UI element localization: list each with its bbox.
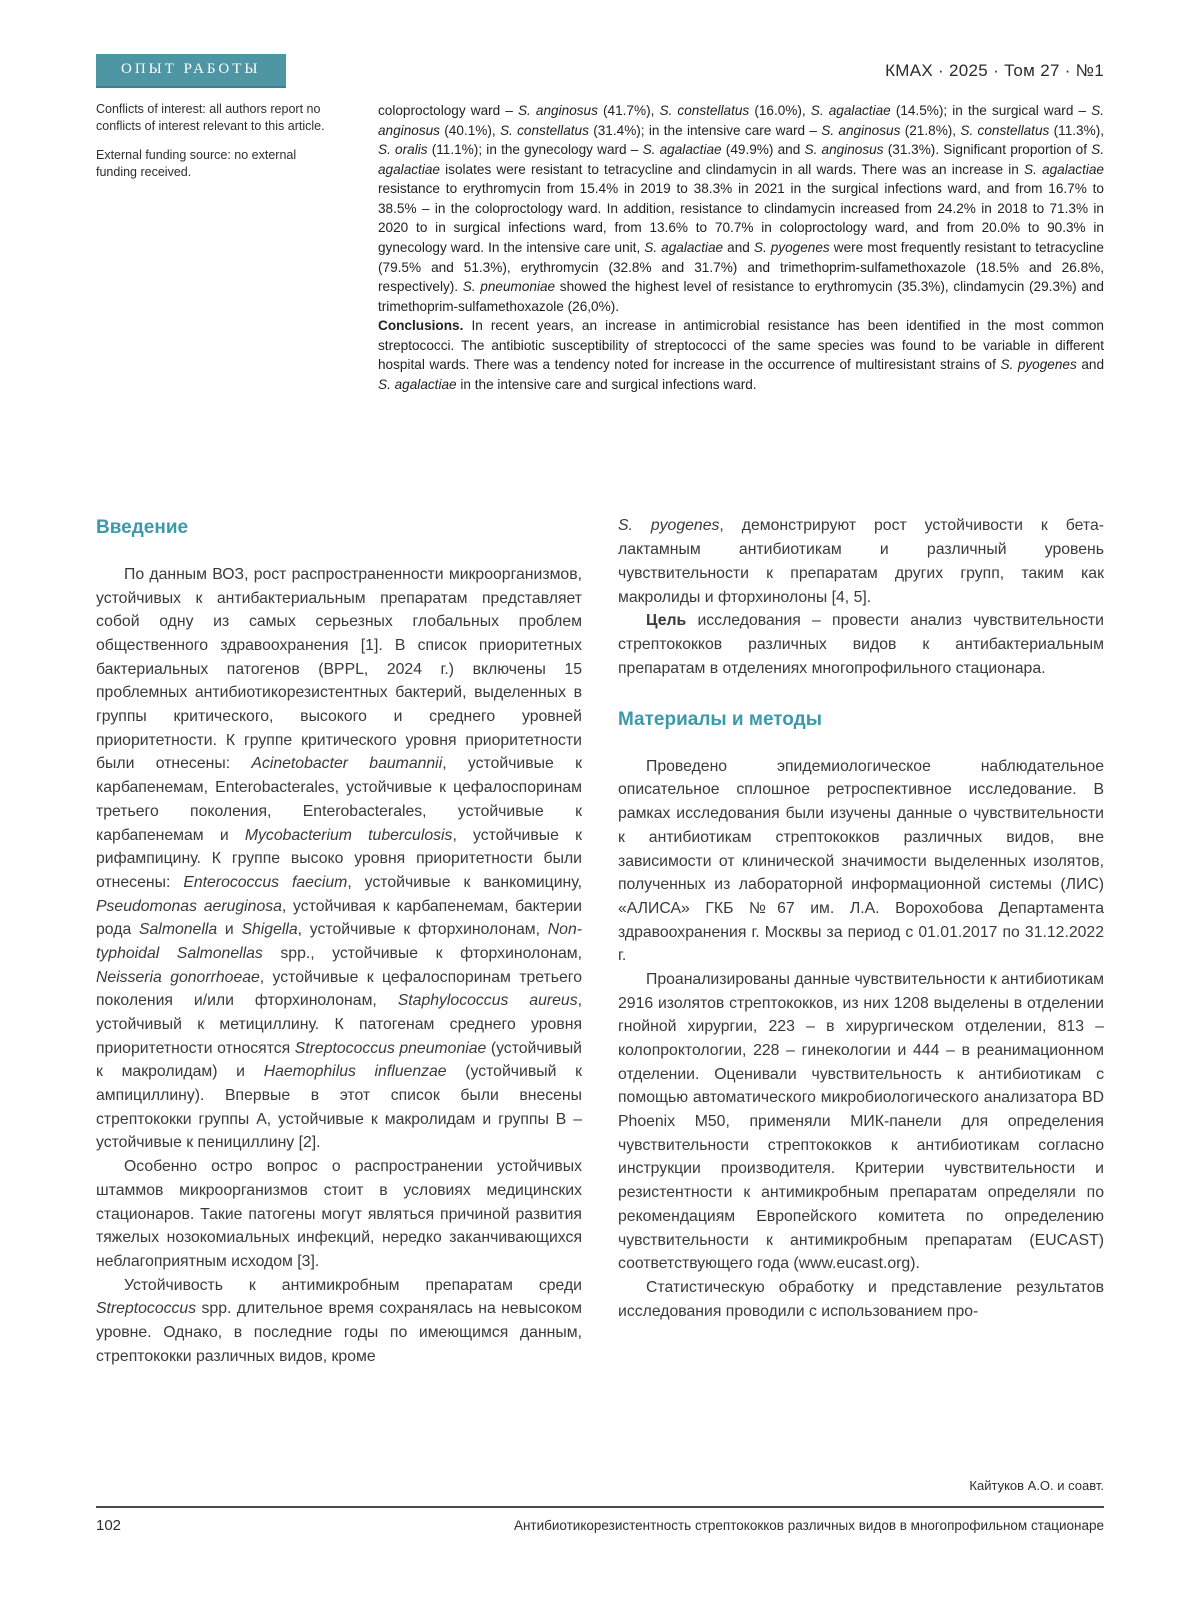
introduction-paragraph-4: S. pyogenes, демонстрируют рост устойчивости к бета-лактамным антибиотикам и различный уровень чувствительности к препаратам других групп, таким как макролиды и фторхинолоны [4, 5]. xyxy=(618,517,1105,606)
section-badge: ОПЫТ РАБОТЫ xyxy=(96,54,286,88)
abstract-block xyxy=(96,101,1104,394)
page-number: 102 xyxy=(96,1517,122,1534)
introduction-paragraph-1: По данным ВОЗ, рост распространенности микроорганизмов, устойчивых к антибактериальным препаратам представляет собой одну из самых серьезных глобальных проблем общественного здравоохранения [1]. В список приоритетных бактериальных патогенов (BPPL, 2024 г.) включены 15 проблемных антибиотикорезистентных бактерий, выделенных в группы критического, высокого и среднего уровней приоритетности. К группе критического уровня приоритетности были отнесены: Acinetobacter baumannii, устойчивые к карбапенемам, Enterobacterales, устойчивые к цефалоспоринам третьего поколения, Enterobacterales, устойчивые к карбапенемам и Mycobacterium tuberculosis, устойчивые к рифампицину. К группе высоко уровня приоритетности были отнесены: Enterococcus faecium, устойчивые к ванкомицину, Pseudomonas aeruginosa, устойчивая к карбапенемам, бактерии рода Salmonella и Shigella, устойчивые к фторхинолонам, Non-typhoidal Salmonellas spp., устойчивые к фторхинолонам, Neisseria gonorrhoeae, устойчивые к цефалоспоринам третьего поколения и/или фторхинолонам, Staphylococcus aureus, устойчивый к метициллину. К патогенам среднего уровня приоритетности относятся Streptococcus pneumoniae (устойчивый к макролидам) и Haemophilus influenzae (устойчивый к ампициллину). Впервые в этот список были внесены стрептококки группы А, устойчивые к макролидам и группы В – устойчивые к пенициллину [2]. xyxy=(96,565,583,1152)
introduction-paragraph-2: Особенно остро вопрос о распространении устойчивых штаммов микроорганизмов стоит в условиях медицинских стационаров. Такие патогены могут являться причиной развития тяжелых нозокомиальных инфекций, нередко заканчивающихся неблагоприятным исходом [3]. xyxy=(96,1158,582,1270)
introduction-paragraph-3: Устойчивость к антимикробным препаратам среди Streptococcus spp. длительное время сохранялась на невысоком уровне. Однако, в последние годы по имеющимся данным, стрептококки различных видов, кроме xyxy=(96,1276,582,1365)
abstract-conclusions-paragraph: Conclusions. In recent years, an increase in antimicrobial resistance has been identified in the most common streptococci. The antibiotic susceptibility of streptococci of the same species was found to be variable in different hospital wards. There was a tendency noted for increase in the occurrence of multiresistant strains of S. pyogenes and S. agalactiae in the intensive care and surgical infections ward. xyxy=(378,318,1104,392)
side-notes xyxy=(96,101,334,192)
abstract-text xyxy=(378,101,1104,394)
conflicts-of-interest-note: Conflicts of interest: all authors report no conflicts of interest relevant to this article. xyxy=(96,102,325,134)
abstract-results-paragraph: coloproctology ward – S. anginosus (41.7%), S. constellatus (16.0%), S. agalactiae (14.5%); in the surgical ward – S. anginosus (40.1%), S. constellatus (31.4%); in the intensive care ward – S. anginosus (21.8%), S. constellatus (11.3%), S. oralis (11.1%); in the gynecology ward – S. agalactiae (49.9%) and S. anginosus (31.3%). Significant proportion of S. agalactiae isolates were resistant to tetracycline and clindamycin in all wards. There was an increase in S. agalactiae resistance to erythromycin from 15.4% in 2019 to 38.3% in 2021 in the surgical infections ward, and from 16.7% to 38.5% – in the coloproctology ward. In addition, resistance to clindamycin increased from 24.2% in 2018 to 71.3% in 2020 to in surgical infections ward, from 13.6% to 70.7% in coloproctology ward, and from 20.0% to 90.3% in gynecology ward. In the intensive care unit, S. agalactiae and S. pyogenes were most frequently resistant to tetracycline (79.5% and 51.3%), erythromycin (32.8% and 31.7%) and trimethoprim-sulfamethoxazole (18.5% and 26.8%, respectively). S. pneumoniae showed the highest level of resistance to erythromycin (35.3%), clindamycin (29.3%) and trimethoprim-sulfamethoxazole (26,0%). xyxy=(378,103,1105,314)
right-column xyxy=(618,514,1104,1368)
left-column xyxy=(96,514,582,1368)
methods-paragraph-1: Проведено эпидемиологическое наблюдательное описательное сплошное ретроспективное исследование. В рамках исследования были изучены данные о чувствительности к антибиотикам стрептококков различных видов, вне зависимости от клинической значимости выделенных изолятов, полученных из лабораторной информационной системы (ЛИС) «АЛИСА» ГКБ №67 им. Л.А. Ворохобова Департамента здравоохранения г. Москвы за период с 01.01.2017 по 31.12.2022 г. xyxy=(618,757,1104,965)
methods-paragraph-2: Проанализированы данные чувствительности к антибиотикам 2916 изолятов стрептококков, из них 1208 выделены в отделении гнойной хирургии, 223 – в хирургическом отделении, 813 – колопроктологии, 228 – гинекологии и 444 – в реанимационном отделении. Оценивали чувствительность к антибиотикам с помощью автоматического микробиологического анализатора BD Phoenix M50, применяли МИК-панели для определения чувствительности стрептококков к антибиотикам согласно инструкции производителя. Критерии чувствительности и резистентности к антимикробным препаратам определяли по рекомендациям Европейского комитета по определению чувствительности к антимикробным препаратам (EUCAST) соответствующего года (www.eucast.org). xyxy=(618,970,1104,1273)
page-footer xyxy=(96,1506,1104,1534)
funding-note: External funding source: no external funding received. xyxy=(96,147,297,179)
authors-line: Кайтуков А.О. и соавт. xyxy=(969,1478,1104,1493)
running-title: Антибиотикорезистентность стрептококков различных видов в многопрофильном стационаре xyxy=(513,1518,1104,1533)
body-columns xyxy=(96,514,1104,1368)
methods-heading: Материалы и методы xyxy=(618,709,822,731)
introduction-heading: Введение xyxy=(96,517,189,539)
journal-reference: КМАХ · 2025 · Том 27 · №1 xyxy=(885,61,1104,80)
page-header xyxy=(96,0,1104,88)
methods-paragraph-3: Статистическую обработку и представление результатов исследования проводили с использованием про- xyxy=(618,1278,1104,1320)
introduction-paragraph-5: Цель исследования – провести анализ чувствительности стрептококков различных видов к антибактериальным препаратам в отделениях многопрофильного стационара. xyxy=(618,612,1104,677)
